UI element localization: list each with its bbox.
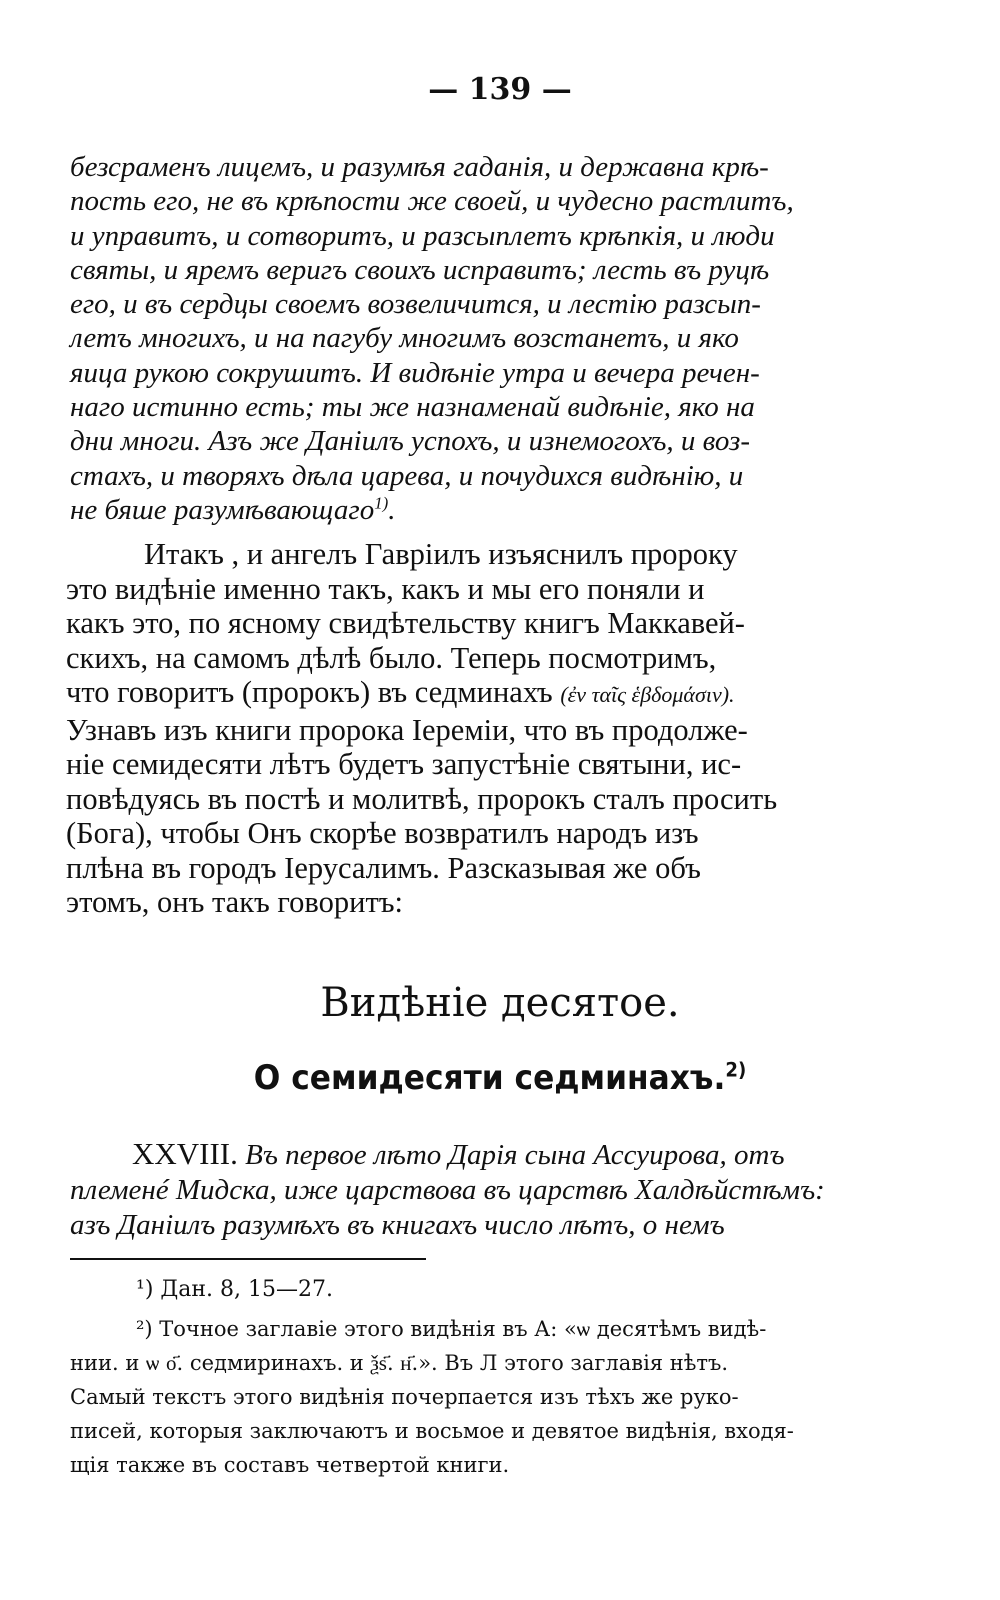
italic-line: его, и въ сердцы своемъ возвеличится, и лестію разсып- bbox=[70, 288, 761, 321]
body-line: Итакъ , и ангелъ Гавріилъ изъяснилъ пророку bbox=[144, 537, 738, 571]
chapter-number: XXVIII. bbox=[132, 1136, 238, 1171]
section-subtitle bbox=[40, 1058, 960, 1098]
italic-line: яица рукою сокрушитъ. И видѣніе утра и вечера речен- bbox=[70, 356, 760, 389]
footnote-ref-2: 2) bbox=[725, 1058, 747, 1082]
footnote-line: Самый текстъ этого видѣнія почерпается изъ тѣхъ же руко- bbox=[70, 1385, 739, 1409]
body-line: это видѣніе именно такъ, какъ и мы его поняли и bbox=[66, 571, 705, 606]
body-line: повѣдуясь въ постѣ и молитвѣ, пророкъ сталъ просить bbox=[66, 781, 778, 816]
greek-phrase: (ἐν ταῖς ἑβδομάσιν). bbox=[560, 682, 735, 707]
italic-line-last: не бяше разумѣвающаго$^{1)}$. bbox=[70, 493, 396, 526]
footnote-line: писей, которыя заключаютъ и восьмое и девятое видѣнія, входя- bbox=[70, 1419, 794, 1443]
footnote-line: нии. и ѡ о҃. седмиринахъ. и ѯѕ҃. н҃.». Въ Л этого заглавія нѣтъ. bbox=[70, 1351, 729, 1375]
footnote-line: ²) Точное заглавіе этого видѣнія въ А: «ѡ десятѣмъ видѣ- bbox=[136, 1317, 767, 1341]
italic-line: святы, и яремъ веригъ своихъ исправитъ; лесть въ руцѣ bbox=[70, 253, 770, 286]
section-subtitle-text: О семидесяти седминахъ. bbox=[253, 1058, 726, 1098]
chapter-first-line: Въ первое лѣто Дарія сына Ассуирова, отъ bbox=[245, 1139, 785, 1171]
chapter-line: племенé Мидска, иже царствова въ царствѣ Халдѣйстѣмъ: bbox=[70, 1174, 825, 1206]
body-line: Узнавъ изъ книги пророка Іереміи, что въ продолже- bbox=[66, 712, 748, 747]
body-line: (Бога), чтобы Онъ скорѣе возвратилъ народъ изъ bbox=[66, 816, 699, 850]
chapter-line bbox=[70, 1136, 938, 1173]
body-paragraph bbox=[66, 537, 942, 920]
chapter-passage bbox=[70, 1136, 938, 1243]
italic-line: дни многи. Азъ же Даніилъ успохъ, и изнемогохъ, и воз- bbox=[70, 425, 750, 458]
italic-line: стахъ, и творяхъ дѣла царева, и почудихся видѣнію, и bbox=[70, 459, 744, 492]
italic-scripture-passage bbox=[70, 150, 938, 527]
footnote-divider bbox=[70, 1258, 426, 1260]
footnote-2 bbox=[70, 1312, 936, 1482]
body-line: этомъ, онъ такъ говоритъ: bbox=[66, 885, 404, 919]
body-line: плѣна въ городъ Іерусалимъ. Разсказывая же объ bbox=[66, 850, 701, 885]
italic-line: наго истинно есть; ты же назнаменай видѣніе, яко на bbox=[70, 391, 755, 424]
body-line bbox=[66, 675, 942, 713]
italic-line: летъ многихъ, и на пагубу многимъ возстанетъ, и яко bbox=[70, 322, 739, 355]
chapter-line: азъ Даніилъ разумѣхъ въ книгахъ число лѣтъ, о немъ bbox=[70, 1209, 725, 1241]
italic-last-text: не бяше разумѣвающаго bbox=[70, 493, 375, 526]
body-line-text: что говоритъ (пророкъ) въ седминахъ bbox=[66, 675, 561, 709]
footnote-ref-1: 1) bbox=[374, 493, 389, 513]
page-number: — 139 — bbox=[428, 72, 572, 107]
italic-line: пость его, не въ крѣпости же своей, и чудесно растлитъ, bbox=[70, 185, 794, 218]
body-line: ніе семидесяти лѣтъ будетъ запустѣніе святыни, ис- bbox=[66, 747, 742, 781]
section-title: Видѣніе десятое. bbox=[320, 980, 680, 1026]
footnote-1: ¹) Дан. 8, 15—27. bbox=[136, 1277, 334, 1302]
italic-line: безсраменъ лицемъ, и разумѣя гаданія, и державна крѣ- bbox=[70, 151, 769, 183]
footnote-line: щія также въ составъ четвертой книги. bbox=[70, 1453, 510, 1477]
italic-line: и управитъ, и сотворитъ, и разсыплетъ крѣпкія, и люди bbox=[70, 219, 775, 252]
body-line: скихъ, на самомъ дѣлѣ было. Теперь посмотримъ, bbox=[66, 640, 717, 675]
body-line: какъ это, по ясному свидѣтельству книгъ Маккавей- bbox=[66, 606, 745, 640]
